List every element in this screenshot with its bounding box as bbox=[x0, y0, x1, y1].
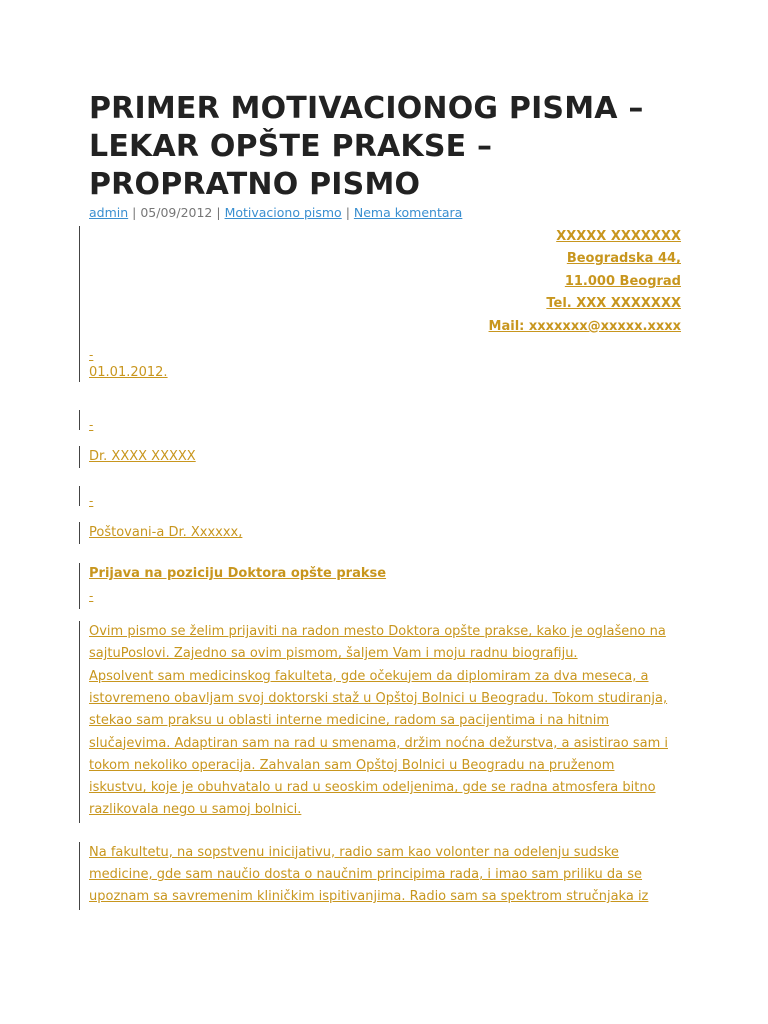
category-link[interactable]: Motivaciono pismo bbox=[224, 205, 342, 220]
left-bar bbox=[79, 842, 80, 910]
paragraph-line: istovremeno obavljam svoj doktorski staž u Opštoj Bolnici u Beogradu. Tokom studiranja, bbox=[89, 690, 668, 706]
recipient-block bbox=[89, 446, 681, 468]
paragraph-line: Ovim pismo se želim prijaviti na radon mesto Doktora opšte prakse, kako je oglašeno na bbox=[89, 624, 666, 640]
sender-phone: Tel. XXX XXXXXXX bbox=[546, 296, 681, 312]
recipient: Dr. XXXX XXXXX bbox=[89, 449, 196, 465]
spacer-dash: - bbox=[89, 418, 94, 433]
spacer-block bbox=[89, 410, 681, 432]
left-bar bbox=[79, 486, 80, 506]
left-bar bbox=[79, 446, 80, 468]
spacer-dash: - bbox=[89, 494, 94, 509]
paragraph-line: Na fakultetu, na sopstvenu inicijativu, radio sam kao volonter na odelenju sudske bbox=[89, 844, 619, 860]
article bbox=[89, 90, 681, 909]
greeting-block bbox=[89, 522, 681, 544]
post-meta bbox=[89, 204, 681, 222]
left-bar bbox=[79, 621, 80, 823]
meta-separator: | bbox=[128, 205, 141, 220]
spacer-dash: - bbox=[89, 348, 94, 363]
subject-line: Prijava na poziciju Doktora opšte prakse bbox=[89, 566, 387, 582]
sender-name: XXXXX XXXXXXX bbox=[556, 229, 681, 244]
sender-block bbox=[89, 226, 681, 384]
paragraph-line: razlikovala nego u samoj bolnici. bbox=[89, 802, 302, 818]
comments-link[interactable]: Nema komentara bbox=[353, 205, 463, 220]
sender-city: 11.000 Beograd bbox=[564, 273, 681, 289]
spacer-block bbox=[89, 486, 681, 508]
greeting: Poštovani-a Dr. Xxxxxx, bbox=[89, 525, 243, 541]
sender-mail: Mail: xxxxxxx@xxxxx.xxxx bbox=[488, 318, 681, 334]
paragraph-2-lines bbox=[89, 842, 681, 909]
paragraph-line: slučajevima. Adaptiran sam na rad u smenama, držim noćna dežurstva, a asistirao sam i bbox=[89, 735, 668, 751]
meta-separator: | bbox=[341, 205, 354, 220]
paragraph-line: Apsolvent sam medicinskog fakulteta, gde očekujem da diplomiram za dva meseca, a bbox=[89, 668, 649, 684]
author-link[interactable]: admin bbox=[89, 205, 129, 220]
paragraph-line: stekao sam praksu u oblasti interne medicine, radom sa pacijentima i na hitnim bbox=[89, 713, 610, 729]
left-bar bbox=[79, 226, 80, 382]
paragraph-line: medicine, gde sam naučio dosta o naučnim principima rada, i imao sam priliku da se bbox=[89, 867, 643, 882]
spacer-dash: - bbox=[89, 589, 94, 604]
left-bar bbox=[79, 522, 80, 544]
subject-block bbox=[89, 563, 681, 603]
meta-separator: | bbox=[212, 205, 225, 220]
paragraph-line: tokom nekoliko operacija. Zahvalan sam Opštoj Bolnici u Beogradu na pruženom bbox=[89, 757, 615, 773]
paragraph-2 bbox=[89, 842, 681, 909]
left-bar bbox=[79, 410, 80, 430]
sender-address bbox=[89, 226, 681, 338]
paragraph-line: iskustvu, koje je obuhvatalo u rad u seoskim odeljenima, gde se radna atmosfera bitno bbox=[89, 780, 656, 796]
sender-street: Beogradska 44, bbox=[566, 251, 681, 267]
letter-date: 01.01.2012. bbox=[89, 365, 168, 381]
left-bar bbox=[79, 563, 80, 609]
paragraph-line: sajtuPoslovi. Zajedno sa ovim pismom, šaljem Vam i moju radnu biografiju. bbox=[89, 646, 578, 662]
page-title: PRIMER MOTIVACIONOG PISMA – LEKAR OPŠTE PRAKSE – PROPRATNO PISMO bbox=[89, 91, 644, 202]
post-date: 05/09/2012 bbox=[140, 205, 213, 220]
paragraph-1 bbox=[89, 621, 681, 822]
paragraph-line: upoznam sa savremenim kliničkim ispitivanjima. Radio sam sa spektrom stručnjaka iz bbox=[89, 889, 649, 905]
paragraph-1-lines bbox=[89, 621, 681, 822]
